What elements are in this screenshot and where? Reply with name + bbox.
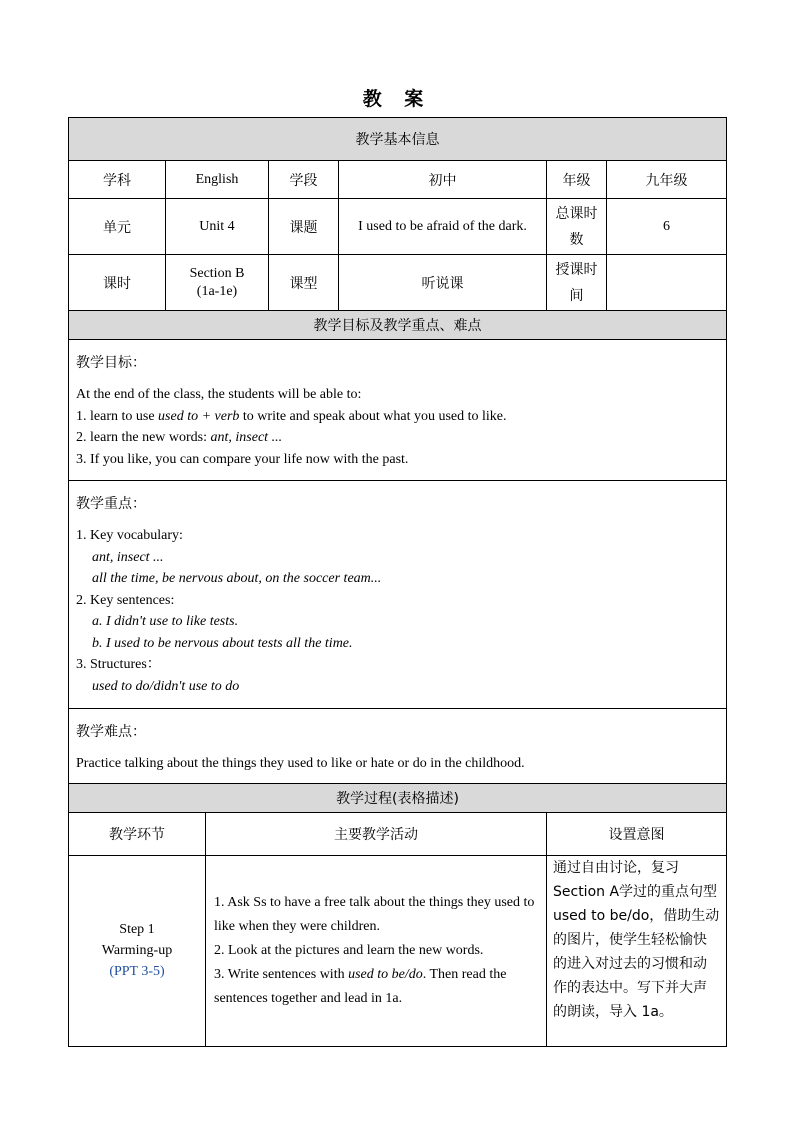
key-vocabulary-line-1: ant, insect ...: [92, 549, 164, 565]
stage-value: 初中: [339, 161, 547, 199]
goals-header: 教学目标及教学重点、难点: [69, 311, 727, 340]
step-1-cell: [69, 855, 206, 1046]
period-value: Section B (1a-1e): [166, 255, 269, 311]
stage-label: 学段: [269, 161, 339, 199]
process-header: 教学过程(表格描述): [69, 783, 727, 812]
structures-label: 3. Structures：: [76, 657, 161, 672]
step-1-activities: [206, 855, 547, 1046]
difficulty-text: Practice talking about the things they used to like or hate or do in the childhood.: [76, 756, 525, 771]
step-name: Warming-up: [101, 943, 173, 958]
topic-label: 课题: [269, 199, 339, 255]
basic-info-header: 教学基本信息: [69, 118, 727, 161]
objective-item-3: 3. If you like, you can compare your life now with the past.: [76, 451, 409, 467]
grade-label: 年级: [547, 161, 607, 199]
key-sentence-a: a. I didn't use to like tests.: [92, 614, 239, 629]
objective-item-2: 2. learn the new words: ant, insect ...: [76, 430, 283, 445]
lesson-type-label: 课型: [269, 255, 339, 311]
activity-1: 1. Ask Ss to have a free talk about the things they used to like when they were children.: [214, 894, 535, 934]
ppt-reference: (PPT 3-5): [109, 964, 165, 979]
class-time-value: [607, 255, 727, 311]
activity-3: 3. Write sentences with used to be/do. Then read the sentences together and lead in 1a.: [214, 966, 507, 1006]
step-1-purpose: 通过自由讨论，复习Section A学过的重点句型 used to be/do，借助生动的图片，使学生轻松愉快的进入对过去的习惯和动作的表达中。写下并大声的朗读，导入 1a。: [547, 855, 727, 1046]
topic-value: I used to be afraid of the dark.: [339, 199, 547, 255]
lesson-type-value: 听说课: [339, 255, 547, 311]
objectives-intro: At the end of the class, the students will be able to:: [76, 387, 362, 402]
step-number: Step 1: [119, 922, 155, 937]
key-sentence-b: b. I used to be nervous about tests all the time.: [92, 635, 353, 651]
col-activity-header: 主要教学活动: [206, 812, 547, 855]
unit-label: 单元: [69, 199, 166, 255]
key-sentences-label: 2. Key sentences:: [76, 592, 175, 608]
structure-text: used to do/didn't use to do: [92, 678, 240, 694]
col-purpose-header: 设置意图: [547, 812, 727, 855]
period-label: 课时: [69, 255, 166, 311]
total-hours-value: 6: [607, 199, 727, 255]
key-points-section: [69, 481, 727, 709]
key-points-heading: 教学重点：: [76, 496, 146, 512]
difficulty-section: [69, 709, 727, 784]
activity-2: 2. Look at the pictures and learn the new words.: [214, 942, 484, 958]
grade-value: 九年级: [607, 161, 727, 199]
objective-item-1: 1. learn to use used to + verb to write and speak about what you used to like.: [76, 408, 507, 424]
class-time-label: 授课时间: [547, 255, 607, 311]
key-vocabulary-line-2: all the time, be nervous about, on the soccer team...: [92, 571, 382, 586]
unit-value: Unit 4: [166, 199, 269, 255]
objectives-section: [69, 340, 727, 481]
objectives-heading: 教学目标：: [76, 355, 146, 371]
col-step-header: 教学环节: [69, 812, 206, 855]
document-title: 教 案: [362, 88, 432, 110]
total-hours-label: 总课时数: [547, 199, 607, 255]
subject-label: 学科: [69, 161, 166, 199]
subject-value: English: [166, 161, 269, 199]
difficulty-heading: 教学难点：: [76, 724, 146, 740]
key-vocabulary-label: 1. Key vocabulary:: [76, 528, 183, 543]
lesson-plan-table: [68, 117, 727, 1047]
